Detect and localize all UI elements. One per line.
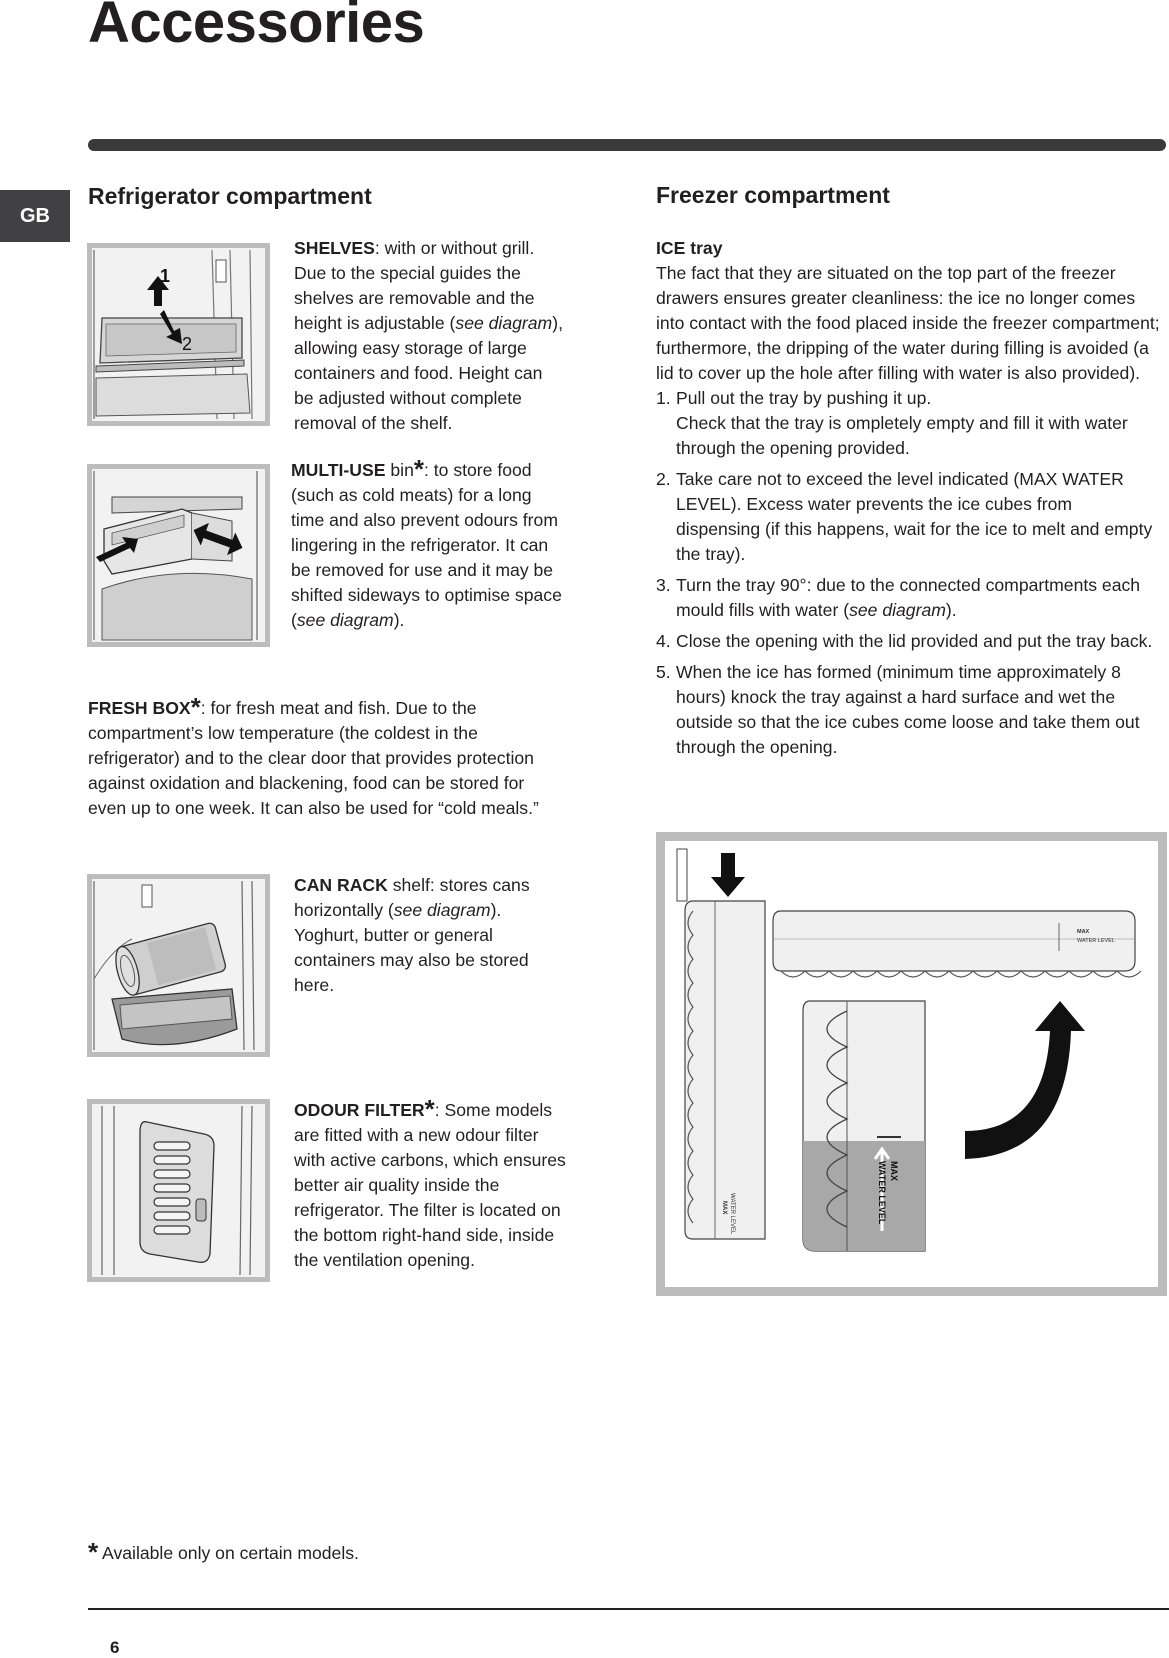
top-water-level-label: WATER LEVEL [1077, 938, 1115, 944]
can-rack-diagram [87, 874, 270, 1057]
odour-filter-illustration [92, 1104, 265, 1277]
ice-tray-section [656, 236, 1161, 766]
shelves-label-2: 2 [182, 334, 193, 354]
shelves-label: SHELVES [294, 238, 375, 258]
fresh-box-description: FRESH BOX*: for fresh meat and fish. Due to the compartment’s low temperature (the coldest in the refrigerator) and to the clear door that provides protection against oxidation and blackening, food can be stored for even up to one week. It can also be used for “cold meals.” [88, 692, 539, 818]
multi-use-description: MULTI-USE bin*: to store food (such as cold meats) for a long time and also prevent odours from lingering in the refrigerator. It can be removed for use and it may be shifted sideways to optimise space (see diagram). [291, 454, 562, 630]
top-max-label: MAX [1077, 929, 1090, 935]
header-rule [88, 139, 1166, 151]
freezer-heading: Freezer compartment [656, 182, 890, 208]
multi-use-bin-diagram [87, 464, 270, 647]
footnote: * Available only on certain models. [88, 1537, 359, 1567]
can-rack-description: CAN RACK shelf: stores cans horizontally (see diagram). Yoghurt, butter or general containers may also be stored here. [294, 875, 530, 995]
multi-use-label: MULTI-USE [291, 460, 386, 480]
step-4: 4. Close the opening with the lid provided and put the tray back. [656, 631, 1153, 651]
step-5: 5. When the ice has formed (minimum time approximately 8 hours) knock the tray against a hard surface and wet the outside so that the ice cubes come loose and take them out through the opening. [656, 662, 1140, 757]
multi-use-bin-illustration [92, 469, 265, 642]
small-max-label: MAX [721, 1201, 727, 1215]
small-water-level-label: WATER LEVEL [729, 1193, 735, 1235]
page-number: 6 [110, 1638, 120, 1657]
water-level-label: WATER LEVEL [877, 1161, 887, 1225]
ice-tray-label: ICE tray [656, 238, 723, 258]
odour-filter-description: ODOUR FILTER*: Some models are fitted with a new odour filter with active carbons, which ensures better air quality inside the refrigerator. The filter is located on the bottom right-hand side, inside the ventilation opening. [294, 1094, 566, 1270]
ice-tray-illustration [665, 841, 1158, 1287]
odour-filter-label: ODOUR FILTER [294, 1100, 425, 1120]
shelves-illustration [92, 248, 265, 421]
can-rack-label: CAN RACK [294, 875, 388, 895]
refrigerator-heading: Refrigerator compartment [88, 183, 372, 209]
ice-tray-steps [656, 386, 1161, 760]
footer-rule [88, 1608, 1169, 1610]
shelves-diagram [87, 243, 270, 426]
step-1: 1. Pull out the tray by pushing it up. Check that the tray is ompletely empty and fill it with water through the opening provided. [656, 388, 1128, 458]
fresh-box-label: FRESH BOX [88, 698, 191, 718]
shelves-description: SHELVES: with or without grill. Due to the special guides the shelves are removable and the height is adjustable (see diagram), allowing easy storage of large containers and food. Height can be adjusted without complete removal of the shelf. [294, 238, 563, 433]
can-rack-illustration [92, 879, 265, 1052]
odour-filter-diagram [87, 1099, 270, 1282]
shelves-label-1: 1 [160, 266, 171, 286]
ice-tray-intro: The fact that they are situated on the top part of the freezer drawers ensures greater cleanliness: the ice no longer comes into contact with the food placed inside the freezer compartment; furthermore, the dripping of the water during filling is avoided (a lid to cover up the hole after filling with water is also provided). [656, 263, 1160, 383]
step-2: 2. Take care not to exceed the level indicated (MAX WATER LEVEL). Excess water prevents the ice cubes from dispensing (if this happens, wait for the ice to melt and empty the tray). [656, 469, 1153, 564]
ice-tray-diagram [656, 832, 1167, 1296]
language-tab: GB [0, 190, 70, 242]
max-label: MAX [889, 1161, 899, 1181]
step-3: 3. Turn the tray 90°: due to the connected compartments each mould fills with water (see diagram). [656, 575, 1141, 620]
page-title: Accessories [88, 0, 425, 55]
